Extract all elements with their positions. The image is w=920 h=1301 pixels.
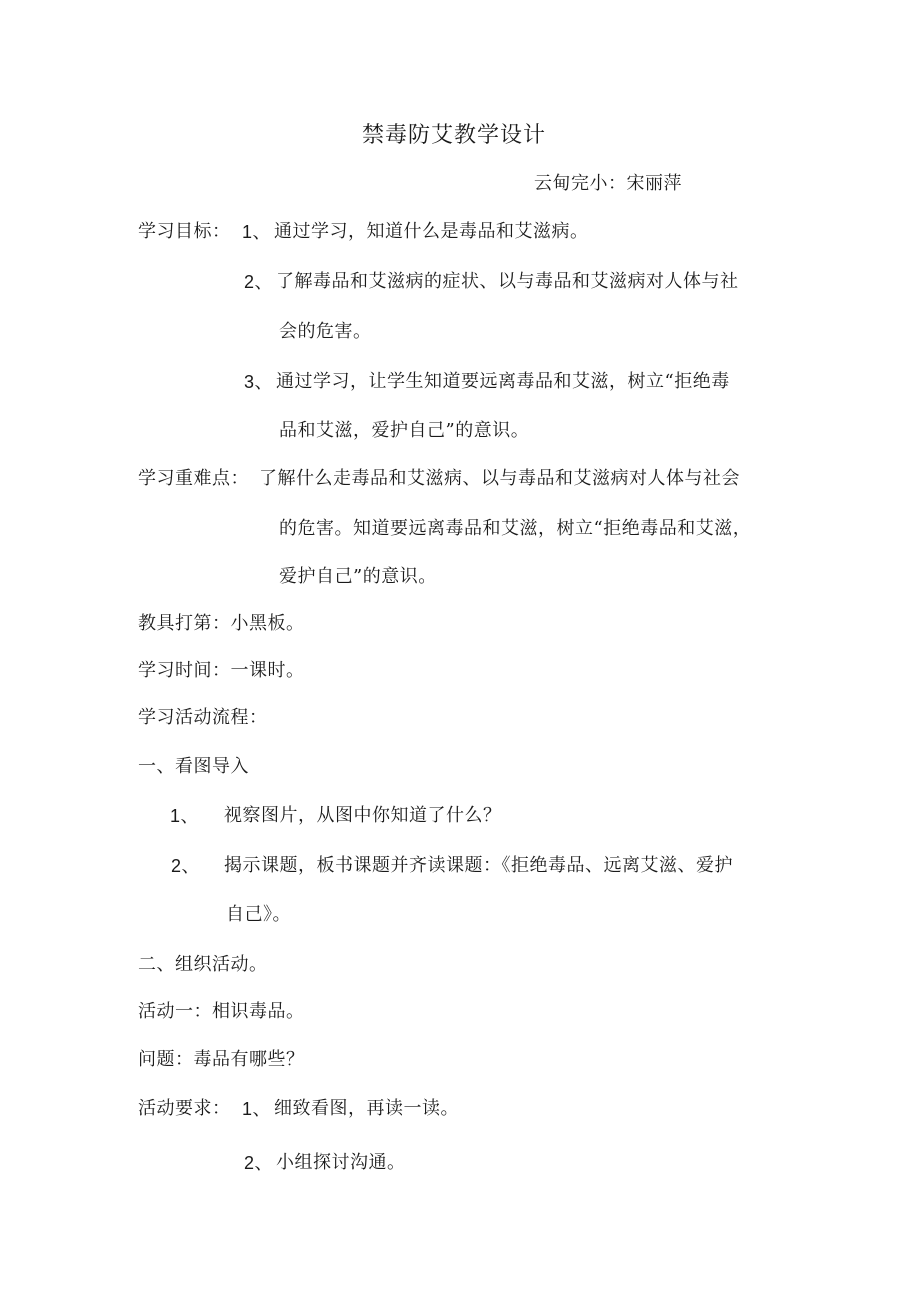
author-line: 云甸完小：宋丽萍 — [534, 173, 682, 194]
objective-3-text-line1: 通过学习，让学生知道要远离毒品和艾滋，树立“拒绝毒 — [276, 371, 730, 392]
section1-item1-text: 视察图片，从图中你知道了什么？ — [224, 805, 502, 826]
objective-1-text: 通过学习，知道什么是毒品和艾滋病。 — [274, 221, 589, 242]
section1-heading: 一、看图导入 — [138, 756, 249, 777]
activity1-line: 活动一：相识毒品。 — [138, 1001, 305, 1022]
objective-3-number: 3、 — [244, 372, 274, 392]
objective-1-number: 1、 — [242, 222, 272, 242]
key-points-line2: 的危害。知道要远离毒品和艾滋，树立“拒绝毒品和艾滋， — [279, 518, 752, 539]
requirement-1-text: 细致看图，再读一读。 — [274, 1098, 459, 1119]
section2-heading: 二、组织活动。 — [138, 954, 268, 975]
objective-3-text-line2: 品和艾滋，爱护自己”的意识。 — [279, 420, 530, 441]
objective-2-number: 2、 — [244, 272, 274, 292]
requirement-2-number: 2、 — [244, 1153, 274, 1173]
lesson-duration: 学习时间：一课时。 — [138, 660, 305, 681]
section1-item1-number: 1、 — [170, 806, 200, 826]
key-points-line1: 了解什么走毒品和艾滋病、以与毒品和艾滋病对人体与社会 — [259, 468, 740, 489]
requirements-label: 活动要求： — [138, 1098, 231, 1119]
flow-heading: 学习活动流程： — [138, 707, 268, 728]
document-title: 禁毒防艾教学设计 — [362, 123, 547, 148]
key-points-line3: 爱护自己”的意识。 — [279, 566, 437, 587]
objective-2-text-line2: 会的危害。 — [279, 321, 372, 342]
objectives-label: 学习目标： — [138, 221, 231, 242]
key-points-label: 学习重难点： — [138, 468, 249, 489]
requirement-1-number: 1、 — [242, 1099, 272, 1119]
teaching-aids: 教具打第：小黑板。 — [138, 613, 305, 634]
objective-2-text-line1: 了解毒品和艾滋病的症状、以与毒品和艾滋病对人体与社 — [276, 271, 739, 292]
section1-item2-text-line1: 揭示课题，板书课题并齐读课题：《拒绝毒品、远离艾滋、爱护 — [224, 855, 733, 876]
section1-item2-text-line2: 自己》。 — [226, 904, 291, 925]
section1-item2-number: 2、 — [171, 856, 201, 876]
question-line: 问题：毒品有哪些？ — [138, 1049, 305, 1070]
requirement-2-text: 小组探讨沟通。 — [276, 1152, 406, 1173]
